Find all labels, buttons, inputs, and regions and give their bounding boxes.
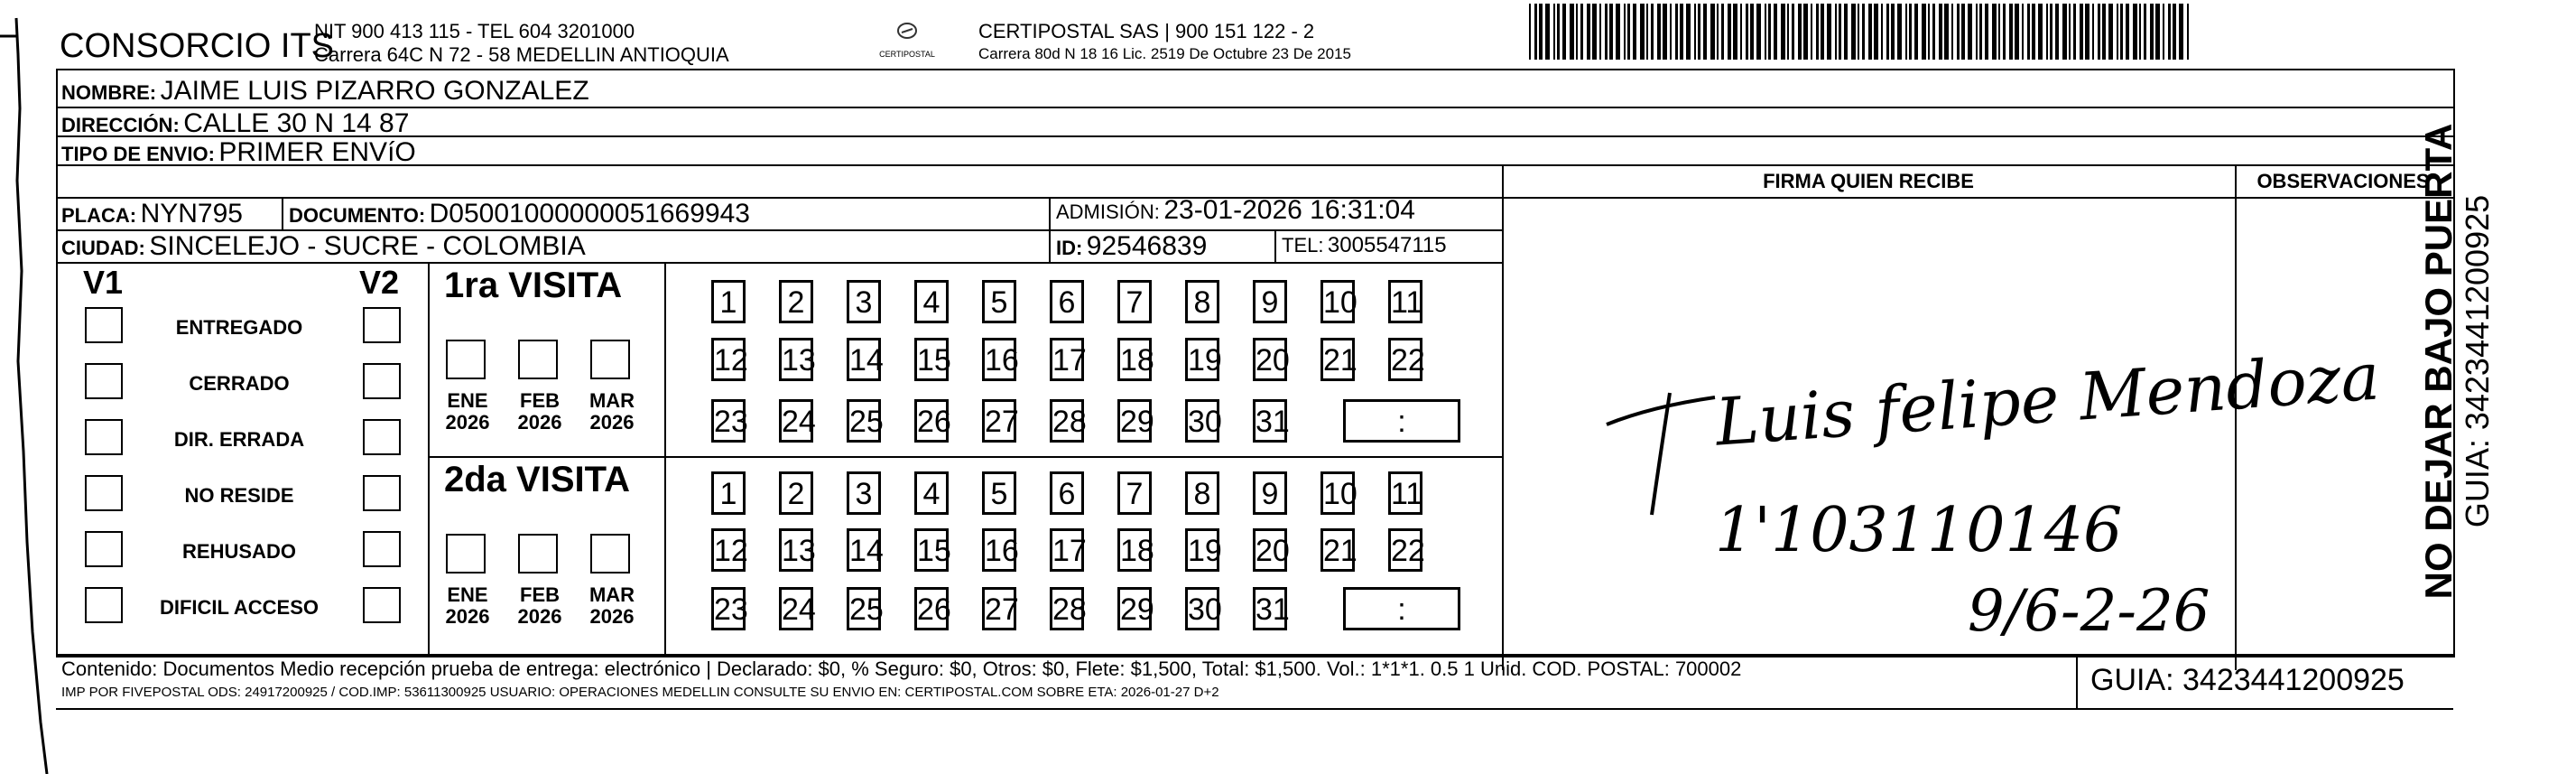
day-box[interactable]: 25 <box>847 587 881 630</box>
day-box[interactable]: 16 <box>982 338 1016 381</box>
barcode-bar <box>2173 4 2176 60</box>
v2-checkbox[interactable] <box>363 475 401 511</box>
day-box[interactable]: 14 <box>847 338 881 381</box>
barcode-bar <box>1858 4 1859 60</box>
barcode-bar <box>1928 4 1930 60</box>
barcode-bar <box>2108 4 2113 60</box>
barcode-bar <box>1750 4 1754 60</box>
barcode-bar <box>2126 4 2129 60</box>
day-box[interactable]: 21 <box>1320 528 1355 572</box>
day-box[interactable]: 2 <box>779 471 813 515</box>
day-box[interactable]: 20 <box>1253 528 1287 572</box>
barcode-bar <box>1868 4 1872 60</box>
barcode-bar <box>1961 4 1965 60</box>
barcode-bar <box>1798 4 1802 60</box>
carrier-address: Carrera 80d N 18 16 Lic. 2519 De Octubre 23 De 2015 <box>978 45 1351 62</box>
barcode-bar <box>1605 4 1608 60</box>
day-box[interactable]: 22 <box>1388 338 1422 381</box>
barcode-bar <box>1651 4 1654 60</box>
month-name: FEB <box>520 583 560 606</box>
barcode-bar <box>1891 4 1895 60</box>
barcode-bar <box>1570 4 1574 60</box>
tel-row <box>1282 233 1447 258</box>
day-box[interactable]: 27 <box>982 399 1016 443</box>
barcode-bar <box>1874 4 1878 60</box>
v1-label: V1 <box>83 264 124 301</box>
barcode-bar <box>2055 4 2059 60</box>
barcode-bar <box>1905 4 1907 60</box>
day-box[interactable]: 17 <box>1050 338 1084 381</box>
day-box[interactable]: 12 <box>711 338 746 381</box>
barcode-bar <box>2003 4 2006 60</box>
barcode-bar <box>1534 4 1537 60</box>
admision-label: ADMISIÓN: <box>1056 200 1160 223</box>
documento-row <box>289 199 750 229</box>
day-box[interactable]: 7 <box>1117 280 1152 323</box>
v2-checkbox[interactable] <box>363 587 401 623</box>
month-name: MAR <box>588 583 635 606</box>
status-option-label: DIFICIL ACCESO <box>159 596 319 619</box>
barcode-bar <box>1844 4 1848 60</box>
barcode-bar <box>1717 4 1719 60</box>
id-value: 92546839 <box>1086 231 1208 261</box>
barcode-bar <box>1553 4 1555 60</box>
day-box[interactable]: 5 <box>982 280 1016 323</box>
month-label <box>513 390 567 434</box>
day-box[interactable]: 15 <box>914 338 949 381</box>
visit-title: 2da VISITA <box>444 460 630 499</box>
barcode <box>1529 4 2190 60</box>
status-option-label: DIR. ERRADA <box>173 428 305 451</box>
barcode-bar <box>2073 4 2076 60</box>
status-option-label: NO RESIDE <box>184 484 294 507</box>
day-box[interactable]: 9 <box>1253 471 1287 515</box>
day-box[interactable]: 18 <box>1117 528 1152 572</box>
day-box[interactable]: 17 <box>1050 528 1084 572</box>
id-label: ID: <box>1056 237 1083 259</box>
day-box[interactable]: 7 <box>1117 471 1152 515</box>
barcode-bar <box>2027 4 2030 60</box>
barcode-bar <box>2009 4 2013 60</box>
day-box[interactable]: 11 <box>1388 280 1422 323</box>
barcode-bar <box>1914 4 1918 60</box>
barcode-bar <box>1765 4 1766 60</box>
barcode-bar <box>1881 4 1883 60</box>
day-box[interactable]: 3 <box>847 280 881 323</box>
day-box[interactable]: 9 <box>1253 280 1287 323</box>
day-box[interactable]: 18 <box>1117 338 1152 381</box>
placa-value: NYN795 <box>140 199 243 228</box>
month-name: ENE <box>447 583 488 606</box>
barcode-bar <box>1580 4 1583 60</box>
day-box[interactable]: 26 <box>914 587 949 630</box>
barcode-bar <box>1733 4 1737 60</box>
month-year: 2026 <box>589 605 635 628</box>
barcode-bar <box>1862 4 1865 60</box>
v2-label: V2 <box>359 264 400 301</box>
barcode-bar <box>1957 4 1960 60</box>
barcode-bar <box>1811 4 1812 60</box>
admision-value: 23-01-2026 16:31:04 <box>1163 195 1415 225</box>
barcode-bar <box>1932 4 1935 60</box>
day-box[interactable]: 5 <box>982 471 1016 515</box>
day-box[interactable]: 14 <box>847 528 881 572</box>
barcode-bar <box>1787 4 1789 60</box>
barcode-bar <box>1886 4 1889 60</box>
barcode-bar <box>1680 4 1683 60</box>
signature-mark <box>1598 352 1724 524</box>
barcode-bar <box>1774 4 1777 60</box>
barcode-bar <box>1746 4 1748 60</box>
barcode-bar <box>2046 4 2048 60</box>
visit-title: 1ra VISITA <box>444 266 623 305</box>
month-checkbox[interactable] <box>590 534 630 574</box>
barcode-bar <box>1624 4 1626 60</box>
month-year: 2026 <box>517 605 562 628</box>
time-box[interactable]: : <box>1343 587 1460 630</box>
day-box[interactable]: 19 <box>1185 338 1219 381</box>
v1-checkbox[interactable] <box>85 307 123 343</box>
barcode-bar <box>1627 4 1630 60</box>
day-box[interactable]: 25 <box>847 399 881 443</box>
barcode-bar <box>1803 4 1808 60</box>
barcode-bar <box>1576 4 1578 60</box>
day-box[interactable]: 28 <box>1050 587 1084 630</box>
barcode-bar <box>1944 4 1949 60</box>
v1-checkbox[interactable] <box>85 475 123 511</box>
barcode-bar <box>1951 4 1953 60</box>
tel-value: 3005547115 <box>1327 233 1447 257</box>
barcode-bar <box>1835 4 1837 60</box>
company-address: Carrera 64C N 72 - 58 MEDELLIN ANTIOQUIA <box>314 43 729 66</box>
barcode-bar <box>2098 4 2100 60</box>
barcode-bar <box>1616 4 1620 60</box>
id-row <box>1056 231 1207 262</box>
firma-header: FIRMA QUIEN RECIBE <box>1763 170 1974 192</box>
barcode-bar <box>1710 4 1715 60</box>
v2-checkbox[interactable] <box>363 307 401 343</box>
footer-imp: IMP POR FIVEPOSTAL ODS: 24917200925 / COD.IMP: 53611300925 USUARIO: OPERACIONES MEDELLIN CONSULTE SU ENVIO EN: CERTIPOSTAL.COM SOBRE ETA: 2026-01-27 D+2 <box>61 685 1219 700</box>
day-box[interactable]: 10 <box>1320 280 1355 323</box>
day-box[interactable]: 12 <box>711 528 746 572</box>
month-name: ENE <box>447 389 488 412</box>
tipo-label: TIPO DE ENVIO: <box>61 143 215 165</box>
barcode-bar <box>1675 4 1678 60</box>
day-box[interactable]: 31 <box>1253 587 1287 630</box>
day-box[interactable]: 31 <box>1253 399 1287 443</box>
barcode-bar <box>1686 4 1691 60</box>
day-box[interactable]: 23 <box>711 399 746 443</box>
month-label <box>513 584 567 628</box>
barcode-bar <box>1821 4 1824 60</box>
barcode-bar <box>1839 4 1841 60</box>
barcode-bar <box>1781 4 1785 60</box>
day-box[interactable]: 10 <box>1320 471 1355 515</box>
barcode-bar <box>2150 4 2154 60</box>
month-year: 2026 <box>517 411 562 434</box>
barcode-bar <box>1985 4 1988 60</box>
day-box[interactable]: 13 <box>779 338 813 381</box>
day-box[interactable]: 1 <box>711 280 746 323</box>
barcode-bar <box>1633 4 1636 60</box>
day-box[interactable]: 8 <box>1185 280 1219 323</box>
day-box[interactable]: 11 <box>1388 471 1422 515</box>
barcode-bar <box>2117 4 2118 60</box>
barcode-bar <box>2133 4 2137 60</box>
barcode-bar <box>1609 4 1613 60</box>
day-box[interactable]: 29 <box>1117 399 1152 443</box>
day-box[interactable]: 29 <box>1117 587 1152 630</box>
day-box[interactable]: 21 <box>1320 338 1355 381</box>
barcode-bar <box>1670 4 1672 60</box>
barcode-bar <box>2102 4 2106 60</box>
month-name: FEB <box>520 389 560 412</box>
barcode-bar <box>1756 4 1761 60</box>
status-option-label: CERRADO <box>189 372 290 395</box>
v1-checkbox[interactable] <box>85 363 123 399</box>
barcode-bar <box>1663 4 1667 60</box>
barcode-bar <box>1599 4 1601 60</box>
barcode-bar <box>2120 4 2123 60</box>
v2-checkbox[interactable] <box>363 363 401 399</box>
v2-checkbox[interactable] <box>363 419 401 455</box>
ciudad-row <box>61 231 586 262</box>
carrier-name: CERTIPOSTAL SAS | 900 151 122 - 2 <box>978 20 1315 42</box>
month-label <box>440 584 495 628</box>
barcode-bar <box>1792 4 1794 60</box>
documento-value: D05001000000051669943 <box>429 199 750 228</box>
day-box[interactable]: 22 <box>1388 528 1422 572</box>
barcode-bar <box>2069 4 2071 60</box>
side-warning: NO DEJAR BAJO PUERTA <box>2417 123 2460 600</box>
barcode-bar <box>2022 4 2024 60</box>
day-box[interactable]: 20 <box>1253 338 1287 381</box>
barcode-bar <box>1592 4 1597 60</box>
day-box[interactable]: 23 <box>711 587 746 630</box>
month-year: 2026 <box>445 605 490 628</box>
v2-checkbox[interactable] <box>363 531 401 567</box>
logo-text: CERTIPOSTAL <box>879 50 935 59</box>
barcode-bar <box>1909 4 1912 60</box>
month-label <box>585 584 639 628</box>
nombre-value: JAIME LUIS PIZARRO GONZALEZ <box>160 76 589 106</box>
ciudad-value: SINCELEJO - SUCRE - COLOMBIA <box>149 231 586 261</box>
side-guia: GUIA: 3423441200925 <box>2459 194 2496 528</box>
tel-label: TEL: <box>1282 234 1324 256</box>
barcode-bar <box>2080 4 2083 60</box>
day-box[interactable]: 27 <box>982 587 1016 630</box>
month-name: MAR <box>588 389 635 412</box>
barcode-bar <box>1529 4 1531 60</box>
barcode-bar <box>2038 4 2043 60</box>
barcode-bar <box>1698 4 1700 60</box>
barcode-bar <box>2050 4 2052 60</box>
barcode-bar <box>2062 4 2067 60</box>
day-box[interactable]: 30 <box>1185 587 1219 630</box>
barcode-bar <box>1721 4 1724 60</box>
barcode-bar <box>2144 4 2146 60</box>
barcode-bar <box>2139 4 2141 60</box>
day-box[interactable]: 19 <box>1185 528 1219 572</box>
tipo-row <box>61 137 416 168</box>
nombre-label: NOMBRE: <box>61 81 157 104</box>
observaciones-header: OBSERVACIONES <box>2256 170 2430 192</box>
barcode-bar <box>2155 4 2160 60</box>
month-year: 2026 <box>445 411 490 434</box>
barcode-bar <box>1768 4 1771 60</box>
v1-checkbox[interactable] <box>85 531 123 567</box>
day-box[interactable]: 1 <box>711 471 746 515</box>
month-checkbox[interactable] <box>518 534 558 574</box>
nombre-row <box>61 76 589 107</box>
month-checkbox[interactable] <box>518 340 558 379</box>
barcode-bar <box>2187 4 2189 60</box>
month-checkbox[interactable] <box>446 534 486 574</box>
footer-guia: GUIA: 3423441200925 <box>2090 663 2405 697</box>
admision-row <box>1056 195 1415 226</box>
month-checkbox[interactable] <box>590 340 630 379</box>
footer-content: Contenido: Documentos Medio recepción prueba de entrega: electrónico | Declarado: $0, % Seguro: $0, Otros: $0, Flete: $1,500, Total: $1,500. Vol.: 1*1*1. 0.5 1 Unid. COD. POSTAL: 700002 <box>61 657 1742 680</box>
barcode-bar <box>2015 4 2019 60</box>
direccion-row <box>61 108 409 139</box>
month-checkbox[interactable] <box>446 340 486 379</box>
status-option-label: REHUSADO <box>182 540 296 563</box>
barcode-bar <box>2168 4 2171 60</box>
barcode-bar <box>1545 4 1550 60</box>
signature-id: 1'103110146 <box>1715 495 2123 566</box>
day-box[interactable]: 30 <box>1185 399 1219 443</box>
barcode-bar <box>1816 4 1819 60</box>
barcode-bar <box>1992 4 1997 60</box>
day-box[interactable]: 24 <box>779 399 813 443</box>
barcode-bar <box>2179 4 2183 60</box>
barcode-bar <box>1922 4 1926 60</box>
barcode-bar <box>2085 4 2090 60</box>
barcode-bar <box>1968 4 1972 60</box>
time-box[interactable]: : <box>1343 399 1460 443</box>
barcode-bar <box>1694 4 1696 60</box>
month-year: 2026 <box>589 411 635 434</box>
ciudad-label: CIUDAD: <box>61 237 145 259</box>
day-box[interactable]: 16 <box>982 528 1016 572</box>
placa-row <box>61 199 243 229</box>
day-box[interactable]: 26 <box>914 399 949 443</box>
barcode-bar <box>1646 4 1648 60</box>
barcode-bar <box>1539 4 1543 60</box>
day-box[interactable]: 6 <box>1050 471 1084 515</box>
barcode-bar <box>1827 4 1831 60</box>
barcode-bar <box>1939 4 1942 60</box>
barcode-bar <box>1728 4 1731 60</box>
day-box[interactable]: 28 <box>1050 399 1084 443</box>
documento-label: DOCUMENTO: <box>289 204 426 227</box>
tipo-value: PRIMER ENVíO <box>218 137 416 167</box>
company-nit: NIT 900 413 115 - TEL 604 3201000 <box>314 20 635 42</box>
barcode-bar <box>1562 4 1566 60</box>
placa-label: PLACA: <box>61 204 137 227</box>
day-box[interactable]: 8 <box>1185 471 1219 515</box>
barcode-bar <box>1979 4 1982 60</box>
barcode-bar <box>1740 4 1742 60</box>
day-box[interactable]: 4 <box>914 471 949 515</box>
barcode-bar <box>1657 4 1661 60</box>
barcode-bar <box>1640 4 1645 60</box>
direccion-value: CALLE 30 N 14 87 <box>183 108 410 138</box>
carrier-logo <box>866 20 948 59</box>
day-box[interactable]: 3 <box>847 471 881 515</box>
barcode-bar <box>1998 4 2000 60</box>
barcode-bar <box>1851 4 1856 60</box>
month-label <box>440 390 495 434</box>
v1-checkbox[interactable] <box>85 419 123 455</box>
company-name: CONSORCIO ITS <box>60 27 335 65</box>
day-box[interactable]: 4 <box>914 280 949 323</box>
direccion-label: DIRECCIÓN: <box>61 114 180 136</box>
signature-date: 9/6-2-26 <box>1968 578 2210 645</box>
barcode-bar <box>2163 4 2164 60</box>
day-box[interactable]: 2 <box>779 280 813 323</box>
signature-name: Luis felipe Mendoza <box>1712 338 2382 461</box>
day-box[interactable]: 6 <box>1050 280 1084 323</box>
barcode-bar <box>2092 4 2094 60</box>
day-box[interactable]: 24 <box>779 587 813 630</box>
v1-checkbox[interactable] <box>85 587 123 623</box>
barcode-bar <box>1557 4 1560 60</box>
month-label <box>585 390 639 434</box>
barcode-bar <box>2032 4 2035 60</box>
barcode-bar <box>1897 4 1902 60</box>
day-box[interactable]: 13 <box>779 528 813 572</box>
barcode-bar <box>1703 4 1707 60</box>
day-box[interactable]: 15 <box>914 528 949 572</box>
status-option-label: ENTREGADO <box>175 316 303 339</box>
barcode-bar <box>1587 4 1590 60</box>
barcode-bar <box>1976 4 1978 60</box>
